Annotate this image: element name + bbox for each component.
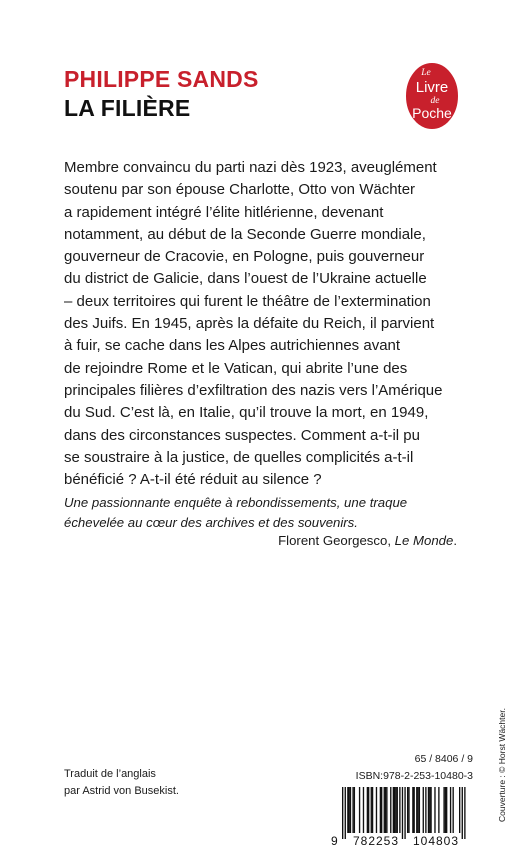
barcode-bar: [450, 787, 451, 833]
quote-source: Le Monde: [394, 533, 454, 548]
translator-line: par Astrid von Busekist.: [64, 785, 179, 797]
barcode-bar: [464, 787, 465, 839]
barcode-bar: [443, 787, 444, 833]
catalog-code: 65 / 8406 / 9: [414, 753, 473, 765]
summary-line: soutenu par son épouse Charlotte, Otto von Wächter: [64, 181, 416, 199]
barcode-bar: [368, 787, 369, 833]
barcode-bar: [434, 787, 435, 833]
isbn: ISBN:978-2-253-10480-3: [355, 770, 473, 782]
barcode-bar: [390, 787, 391, 833]
catalog-info: [333, 751, 473, 785]
quote-end: .: [453, 533, 457, 548]
barcode-left-digits: 782253: [352, 834, 400, 847]
quote-attribution: [278, 531, 457, 551]
barcode-bar: [419, 787, 420, 833]
barcode-bar: [345, 787, 346, 839]
summary-line: bénéficié ? A-t-il été réduit au silence ?: [64, 471, 322, 489]
book-title: LA FILIÈRE: [64, 95, 191, 121]
summary-line: du district de Galicie, dans l’ouest de l’Ukraine actuelle: [64, 270, 427, 288]
barcode-bar: [380, 787, 381, 833]
barcode-bar: [349, 787, 350, 833]
barcode-bar: [414, 787, 415, 833]
barcode-bar: [376, 787, 377, 833]
book-summary: [64, 157, 484, 491]
barcode-bar: [423, 787, 424, 833]
barcode-bar: [342, 787, 343, 839]
quote-line: Une passionnante enquête à rebondissements, une traque: [64, 495, 408, 510]
summary-line: principales filières d’exfiltration des nazis vers l’Amérique: [64, 381, 443, 399]
barcode-bar: [397, 787, 398, 833]
barcode: [330, 787, 476, 847]
translator-line: Traduit de l’anglais: [64, 768, 156, 780]
barcode-bar: [445, 787, 446, 833]
barcode-bar: [394, 787, 395, 833]
barcode-bar: [408, 787, 409, 833]
barcode-bar: [384, 787, 385, 833]
barcode-right-digits: 104803: [412, 834, 460, 847]
barcode-bar: [459, 787, 460, 833]
summary-line: Membre convaincu du parti nazi dès 1923, aveuglément: [64, 159, 437, 176]
cover-photo-credit: Couverture : © Horst Wächter.: [497, 708, 507, 822]
barcode-bar: [462, 787, 463, 839]
barcode-bar: [393, 787, 394, 833]
barcode-bar: [381, 787, 382, 833]
barcode-bar: [430, 787, 431, 833]
logo-text-livre: Livre: [415, 79, 449, 96]
summary-line: – deux territoires qui furent le théâtre de l’extermination: [64, 292, 431, 310]
barcode-bar: [416, 787, 417, 833]
barcode-bar: [372, 787, 373, 833]
summary-line: des Juifs. En 1945, après la défaite du Reich, il parvient: [64, 315, 435, 333]
summary-line: se soustraire à la justice, de quelles complicités a-t-il: [64, 448, 414, 466]
barcode-bar: [386, 787, 387, 833]
barcode-bar: [404, 787, 405, 839]
summary-line: de rejoindre Rome et le Vatican, qui abrite l’une des: [64, 359, 408, 377]
translator-credit: [64, 766, 179, 800]
summary-line: gouverneur de Cracovie, en Pologne, puis gouverneur: [64, 248, 425, 266]
barcode-bar: [412, 787, 413, 833]
barcode-bar: [407, 787, 408, 833]
barcode-bar: [363, 787, 364, 833]
barcode-bar: [371, 787, 372, 833]
barcode-bar: [399, 787, 400, 833]
barcode-bar: [446, 787, 447, 833]
barcode-bar: [438, 787, 439, 833]
barcode-first-digit: 9: [331, 834, 338, 847]
logo-text-poche: Poche: [412, 105, 452, 121]
quote-author: Florent Georgesco,: [278, 533, 391, 548]
barcode-bar: [425, 787, 426, 833]
barcode-bar: [354, 787, 355, 833]
barcode-bar: [429, 787, 430, 833]
summary-line: a rapidement intégré l’élite hitlérienne, devenant: [64, 203, 384, 221]
press-quote: [64, 493, 464, 533]
publisher-logo: [405, 62, 459, 130]
summary-line: du Sud. C’est là, en Italie, qu’il trouve la mort, en 1949,: [64, 404, 429, 422]
logo-text-le: Le: [421, 68, 431, 78]
barcode-bar: [453, 787, 454, 833]
barcode-bar: [395, 787, 396, 833]
barcode-bar: [347, 787, 348, 833]
barcode-bar: [402, 787, 403, 839]
quote-line: échevelée au cœur des archives et des souvenirs.: [64, 515, 358, 530]
logo-text-de: de: [430, 96, 440, 106]
barcode-bar: [385, 787, 386, 833]
barcode-bar: [417, 787, 418, 833]
summary-line: à fuir, se cache dans les Alpes autrichiennes avant: [64, 337, 401, 355]
author-name: PHILIPPE SANDS: [64, 66, 259, 92]
barcode-bar: [352, 787, 353, 833]
barcode-bar: [350, 787, 351, 833]
barcode-bar: [367, 787, 368, 833]
summary-line: notamment, au début de la Seconde Guerre mondiale,: [64, 225, 426, 243]
barcode-bar: [428, 787, 429, 833]
barcode-bar: [359, 787, 360, 833]
summary-line: dans des circonstances suspectes. Comment a-t-il pu: [64, 426, 420, 444]
